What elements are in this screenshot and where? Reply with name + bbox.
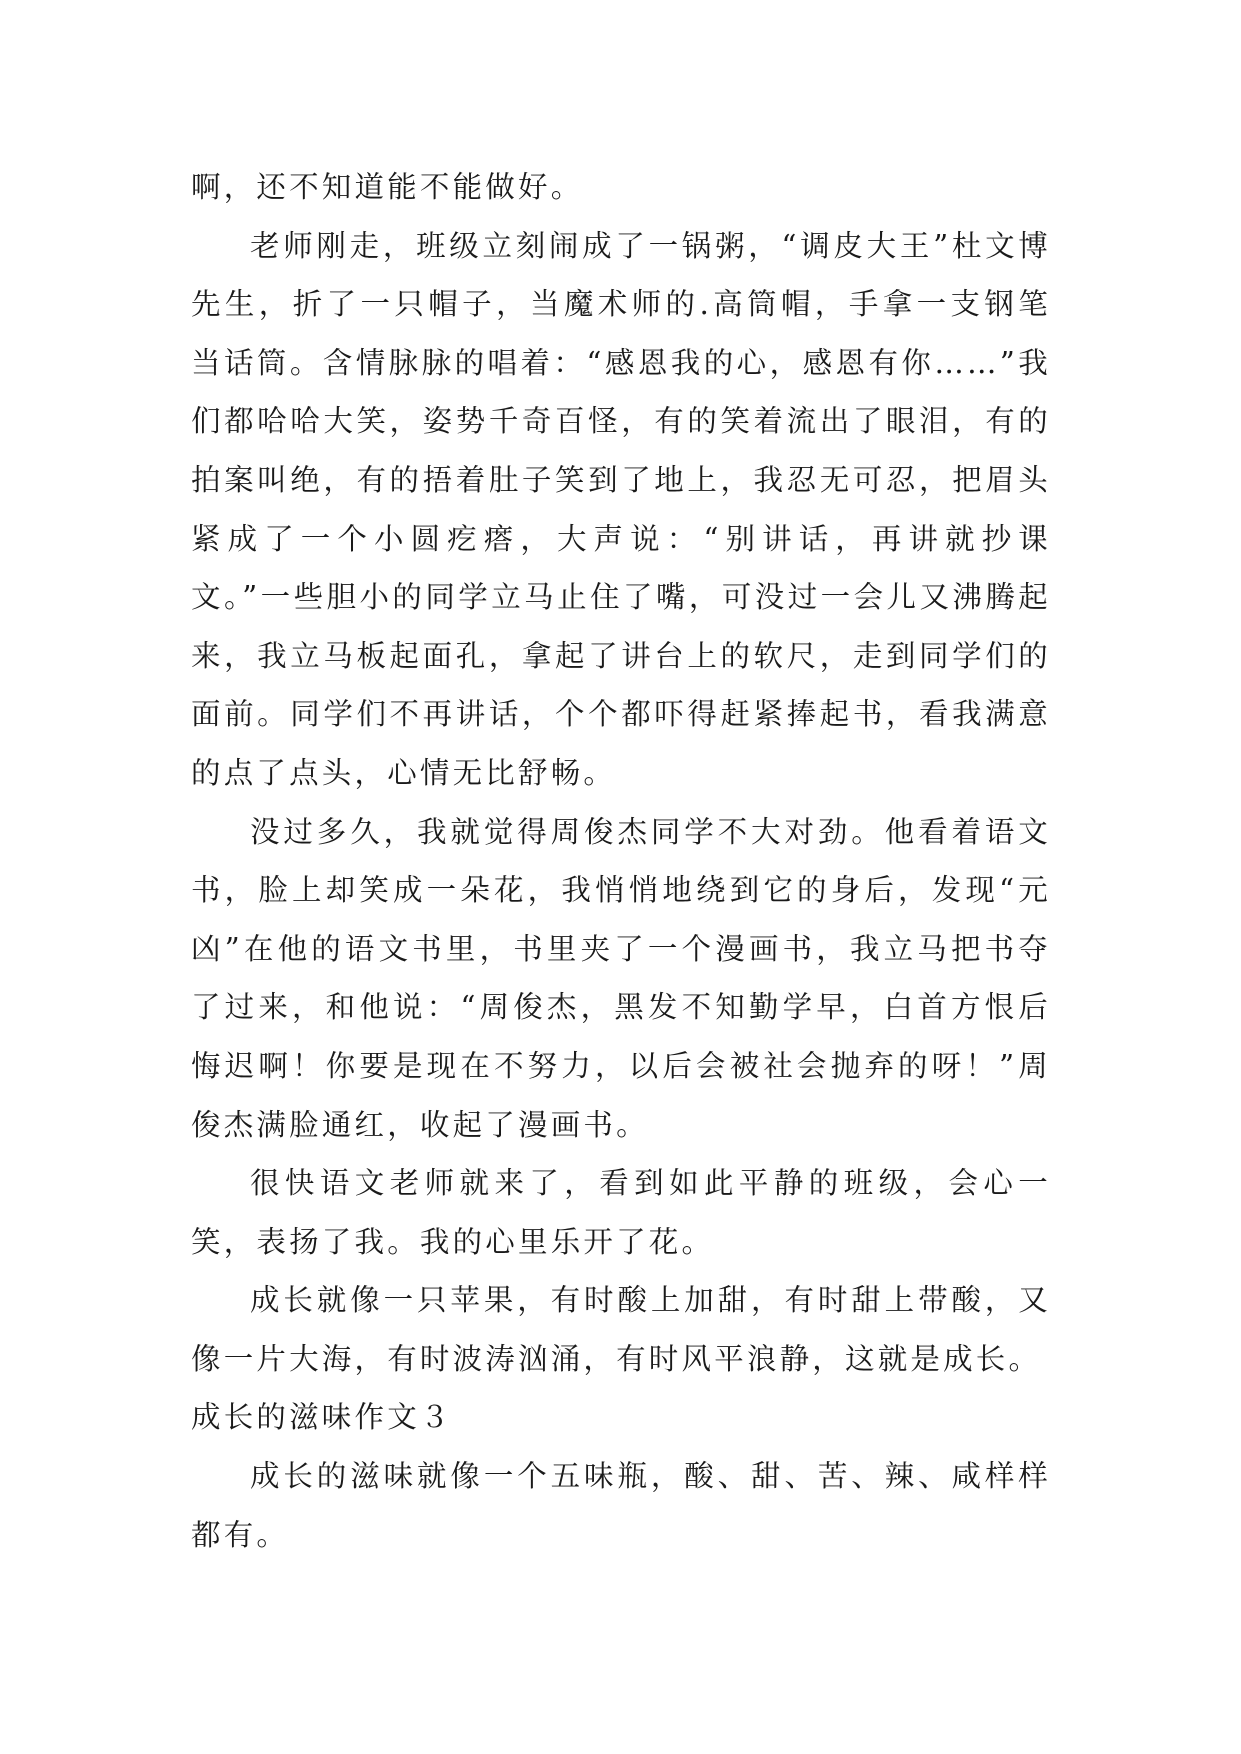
paragraph: 没过多久，我就觉得周俊杰同学不大对劲。他看着语文书，脸上却笑成一朵花，我悄悄地绕到它的身后，发现“元凶”在他的语文书里，书里夹了一个漫画书，我立马把书夺了过来，和他说：“周俊杰，黑发不知勤学早，白首方恨后悔迟啊！你要是现在不努力，以后会被社会抛弃的呀！”周俊杰满脸通红，收起了漫画书。 (191, 814, 1051, 1142)
document-body (191, 158, 1051, 1564)
paragraph: 成长就像一只苹果，有时酸上加甜，有时甜上带酸，又像一片大海，有时波涛汹涌，有时风平浪静，这就是成长。 (191, 1283, 1051, 1376)
paragraph: 很快语文老师就来了，看到如此平静的班级，会心一笑，表扬了我。我的心里乐开了花。 (191, 1166, 1051, 1259)
paragraph: 成长的滋味就像一个五味瓶，酸、甜、苦、辣、咸样样都有。 (191, 1459, 1051, 1552)
section-heading: 成长的滋味作文３ (191, 1400, 453, 1435)
paragraph: 老师刚走，班级立刻闹成了一锅粥，“调皮大王”杜文博先生，折了一只帽子，当魔术师的.高筒帽，手拿一支钢笔当话筒。含情脉脉的唱着：“感恩我的心，感恩有你……”我们都哈哈大笑，姿势千奇百怪，有的笑着流出了眼泪，有的拍案叫绝，有的捂着肚子笑到了地上，我忍无可忍，把眉头紧成了一个小圆疙瘩，大声说：“别讲话，再讲就抄课文。”一些胆小的同学立马止住了嘴，可没过一会儿又沸腾起来，我立马板起面孔，拿起了讲台上的软尺，走到同学们的面前。同学们不再讲话，个个都吓得赶紧捧起书，看我满意的点了点头，心情无比舒畅。 (191, 228, 1051, 790)
paragraph-continuation: 啊，还不知道能不能做好。 (191, 170, 584, 204)
